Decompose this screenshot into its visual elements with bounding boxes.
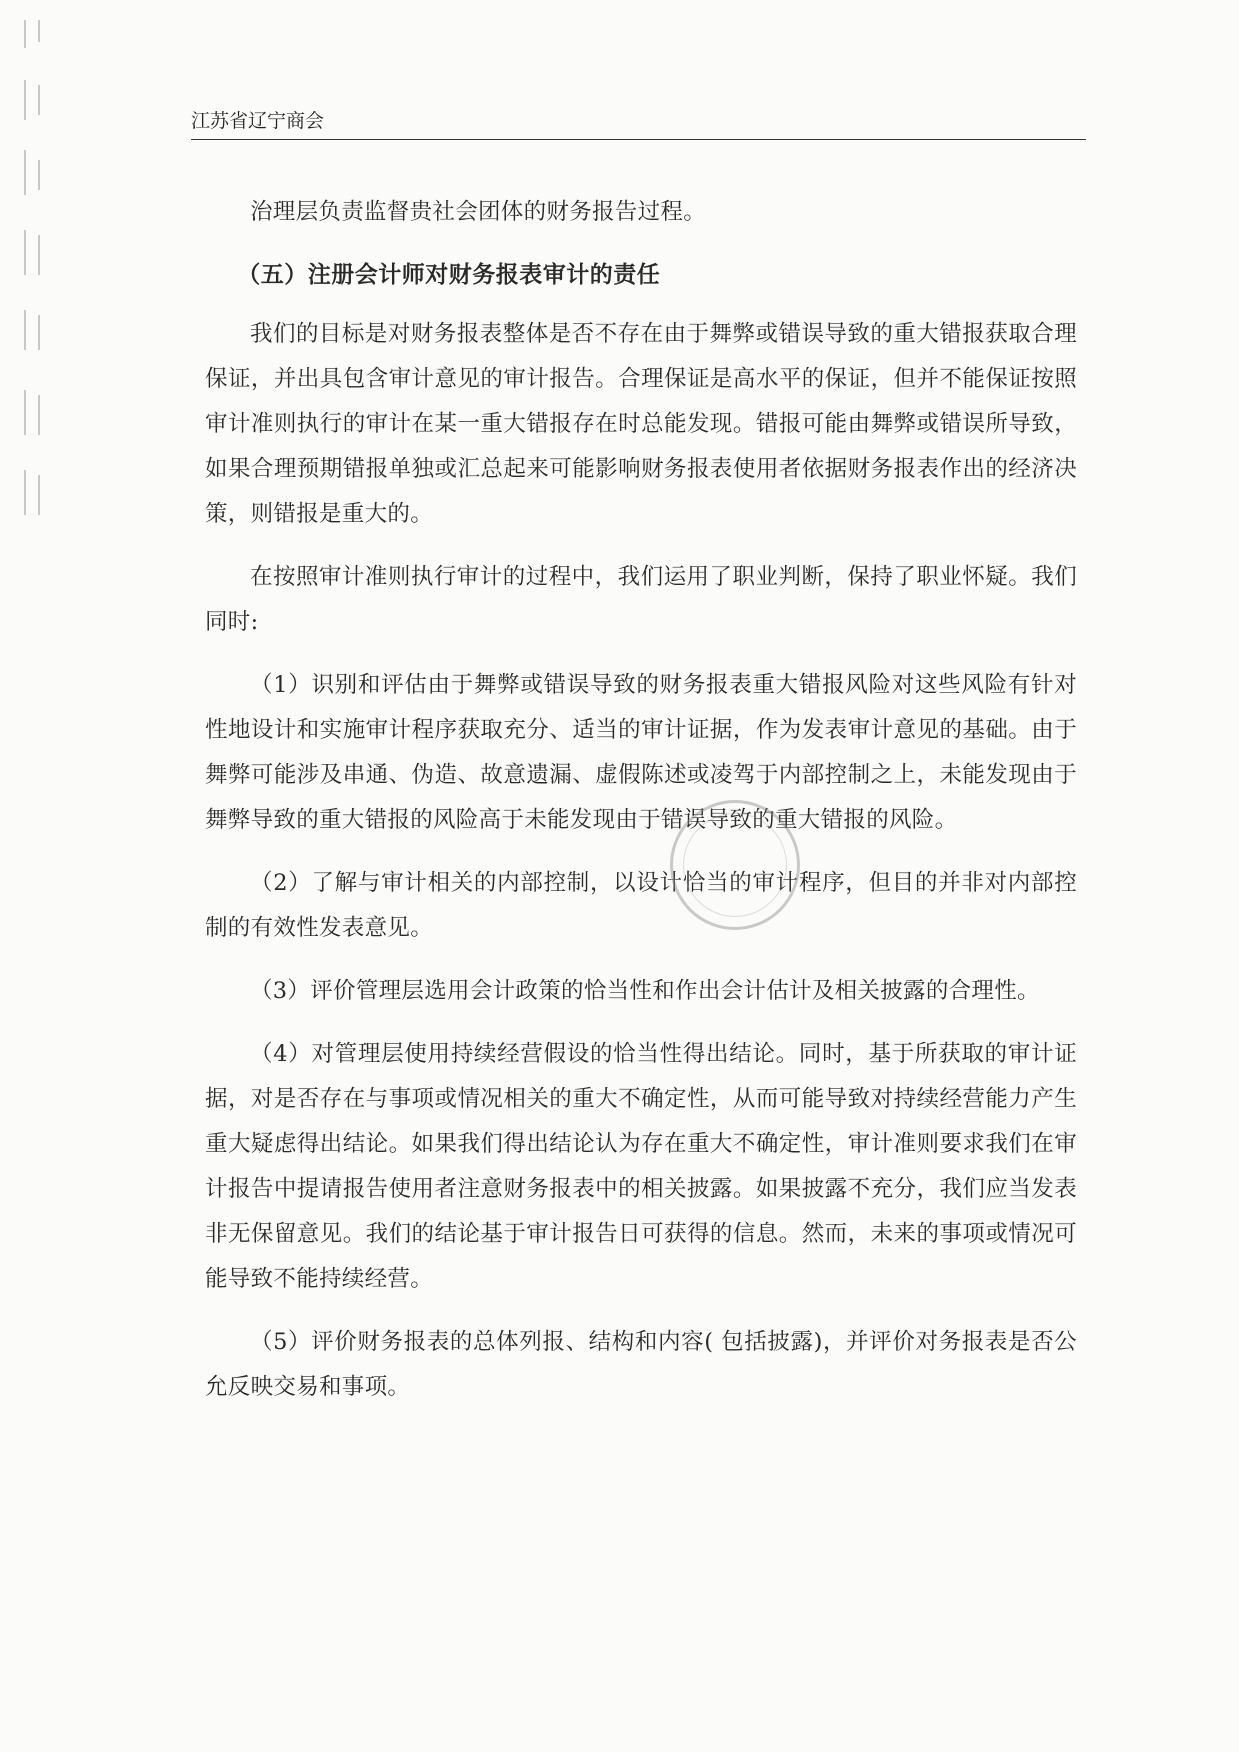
list-item-3: （3）评价管理层选用会计政策的恰当性和作出会计估计及相关披露的合理性。 [250, 978, 1040, 1004]
page-header [191, 105, 1086, 140]
objective-paragraph: 我们的目标是对财务报表整体是否不存在由于舞弊或错误导致的重大错报获取合理保证，并出具包含审计意见的审计报告。合理保证是高水平的保证，但并不能保证按照审计准则执行的审计在某一重大错报存在时总能发现。错报可能由舞弊或错误所导致，如果合理预期错报单独或汇总起来可能影响财务报表使用者依据财务报表作出的经济决策，则错报是重大的。 [205, 321, 1077, 527]
intro-paragraph: 治理层负责监督贵社会团体的财务报告过程。 [250, 199, 707, 225]
process-paragraph: 在按照审计准则执行审计的过程中，我们运用了职业判断，保持了职业怀疑。我们同时: [205, 564, 1077, 635]
list-item-4: （4）对管理层使用持续经营假设的恰当性得出结论。同时，基于所获取的审计证据，对是否存在与事项或情况相关的重大不确定性，从而可能导致对持续经营能力产生重大疑虑得出结论。如果我们得出结论认为存在重大不确定性，审计准则要求我们在审计报告中提请报告使用者注意财务报表中的相关披露。如果披露不充分，我们应当发表非无保留意见。我们的结论基于审计报告日可获得的信息。然而，未来的事项或情况可能导致不能持续经营。 [205, 1041, 1077, 1292]
document-body [205, 190, 1077, 1428]
list-item-1: （1）识别和评估由于舞弊或错误导致的财务报表重大错报风险对这些风险有针对性地设计和实施审计程序获取充分、适当的审计证据，作为发表审计意见的基础。由于舞弊可能涉及串通、伪造、故意遗漏、虚假陈述或凌驾于内部控制之上，未能发现由于舞弊导致的重大错报的风险高于未能发现由于错误导致的重大错报的风险。 [205, 672, 1077, 833]
list-item-2: （2）了解与审计相关的内部控制，以设计恰当的审计程序，但目的并非对内部控制的有效性发表意见。 [205, 870, 1077, 941]
section-heading: （五）注册会计师对财务报表审计的责任 [237, 262, 661, 288]
binding-marks [24, 0, 40, 700]
list-item-5: （5）评价财务报表的总体列报、结构和内容( 包括披露)，并评价对务报表是否公允反映交易和事项。 [205, 1329, 1077, 1400]
header-org-name: 江苏省辽宁商会 [191, 110, 325, 132]
faint-seal-stamp [670, 800, 800, 930]
